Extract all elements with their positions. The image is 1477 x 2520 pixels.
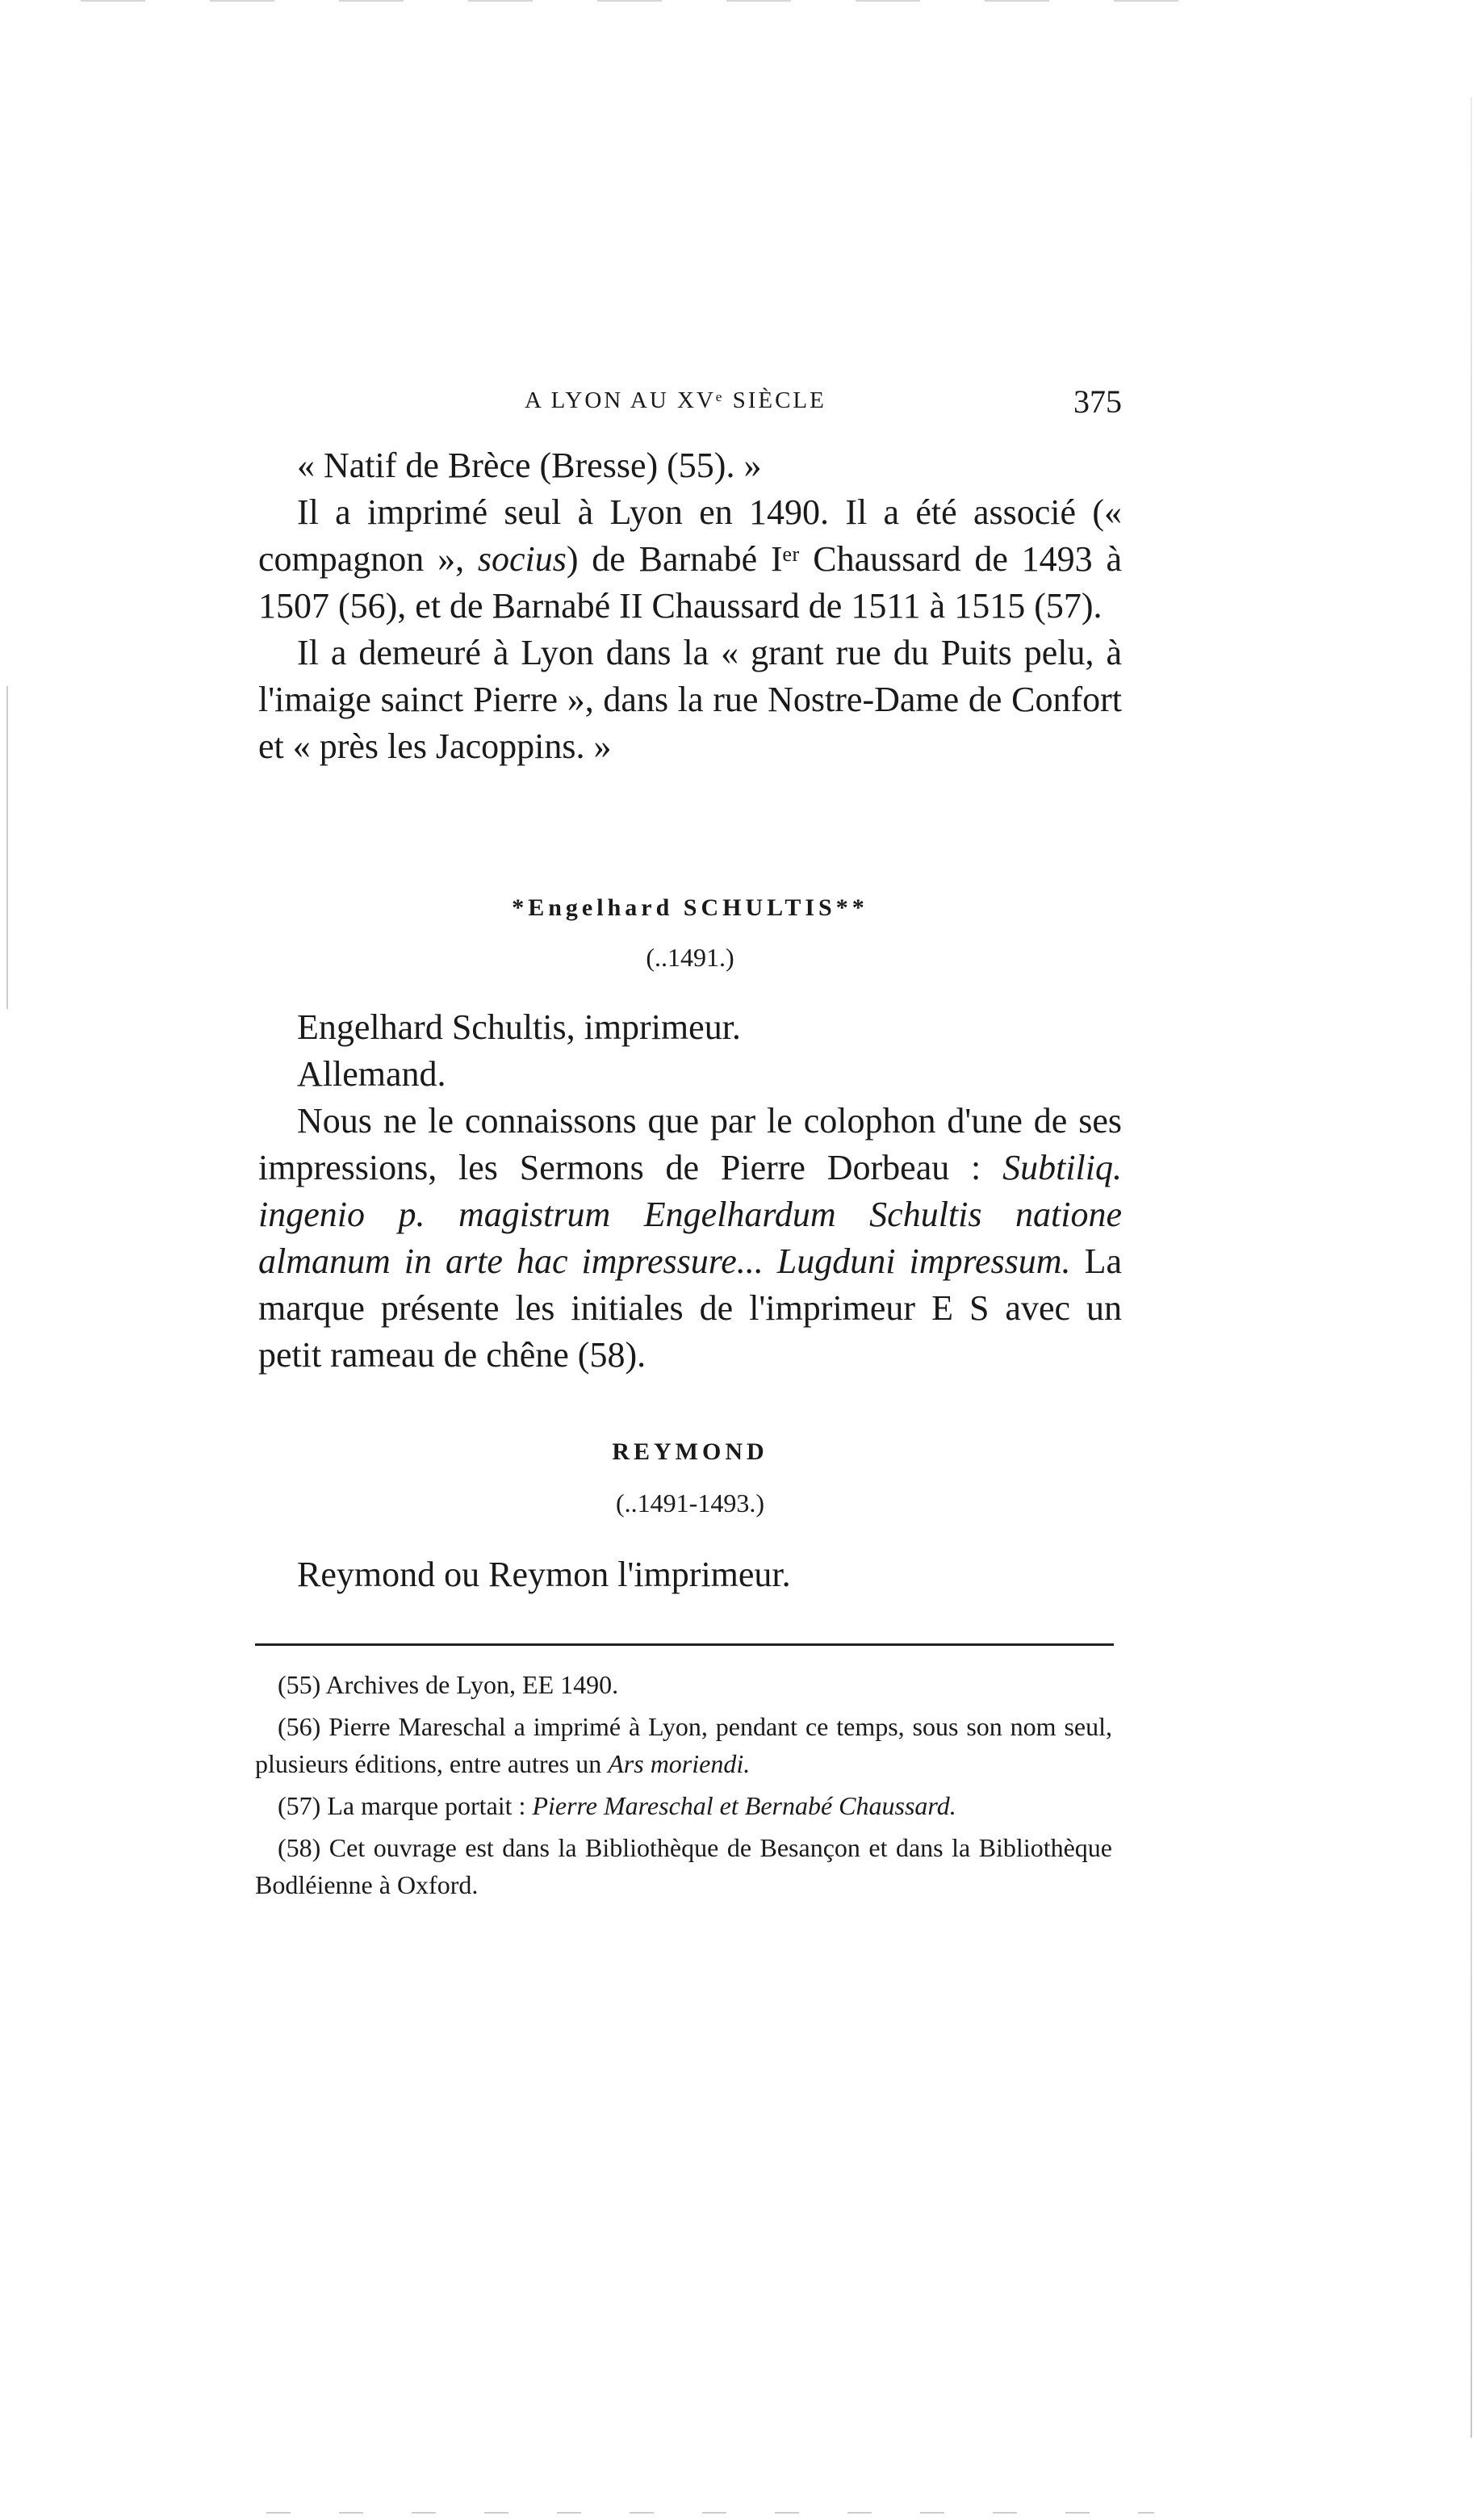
scan-artifact-right bbox=[1471, 97, 1472, 2438]
paragraph-colophon-italic: Subtiliq. ingenio p. magistrum Engelhardum Schultis natione almanum in arte hac impressure... Lugduni impressum. bbox=[258, 1148, 1122, 1281]
paragraph-native: « Natif de Brèce (Bresse) (55). » bbox=[297, 446, 762, 485]
section-dates-reymond: (..1491-1493.) bbox=[616, 1488, 764, 1517]
paragraph-association bbox=[258, 489, 1122, 630]
paragraph-residence: Il a demeuré à Lyon dans la « grant rue du Puits pelu, à l'imaige sainct Pierre », dans la rue Nostre-Dame de Confort et « près les Jacoppins. » bbox=[258, 633, 1122, 766]
paragraph-association-part-2: ) de Barnabé Iᵉʳ Chaussard de 1493 à 1507 (56), et de Barnabé II Chaussard de 1511 à 1515 (57). bbox=[258, 539, 1122, 626]
paragraph-schultis-origin: Allemand. bbox=[297, 1054, 446, 1094]
paragraph-colophon-part-1: Nous ne le connaissons que par le colophon d'une de ses impressions, les Sermons de Pierre Dorbeau : bbox=[258, 1101, 1122, 1187]
footnote-56 bbox=[255, 1708, 1112, 1782]
footnote-55: (55) Archives de Lyon, EE 1490. bbox=[278, 1670, 619, 1699]
section-dates-schultis: (..1491.) bbox=[646, 943, 734, 972]
schultis-section-text bbox=[258, 1004, 1122, 1379]
scan-artifact-bottom bbox=[266, 2512, 1154, 2514]
footnote-57-italic: Pierre Mareschal et Bernabé Chaussard. bbox=[532, 1791, 956, 1820]
section-heading-schultis: *Engelhard SCHULTIS** bbox=[512, 894, 868, 921]
scan-artifact-left bbox=[6, 686, 8, 1009]
top-section-text bbox=[258, 442, 1122, 770]
paragraph-colophon-part-2: La marque présente les initiales de l'imprimeur E S avec un petit rameau de chêne (58). bbox=[258, 1241, 1122, 1375]
paragraph-association-part-1: Il a imprimé seul à Lyon en 1490. Il a été associé (« compagnon », bbox=[258, 492, 1122, 579]
footnote-57 bbox=[255, 1787, 1112, 1824]
scan-artifact-top bbox=[81, 0, 1211, 2]
paragraph-association-italic: socius bbox=[477, 539, 567, 579]
paragraph-reymond: Reymond ou Reymon l'imprimeur. bbox=[297, 1555, 791, 1594]
paragraph-schultis-colophon bbox=[258, 1098, 1122, 1379]
running-title: A LYON AU XVᵉ SIÈCLE bbox=[525, 387, 826, 413]
page-number: 375 bbox=[1073, 383, 1122, 420]
paragraph-schultis-name: Engelhard Schultis, imprimeur. bbox=[297, 1007, 741, 1047]
section-heading-reymond: REYMOND bbox=[612, 1438, 768, 1465]
running-head bbox=[258, 383, 1122, 431]
footnote-57-text: (57) La marque portait : bbox=[278, 1791, 533, 1820]
footnote-rule bbox=[255, 1643, 1114, 1646]
footnote-56-italic: Ars moriendi. bbox=[608, 1749, 751, 1778]
footnotes bbox=[255, 1666, 1112, 1908]
footnote-58: (58) Cet ouvrage est dans la Bibliothèque de Besançon et dans la Bibliothèque Bodléienne à Oxford. bbox=[255, 1833, 1112, 1899]
reymond-section-text bbox=[258, 1551, 1122, 1598]
footnote-56-text: (56) Pierre Mareschal a imprimé à Lyon, pendant ce temps, sous son nom seul, plusieurs éditions, entre autres un bbox=[255, 1712, 1112, 1778]
